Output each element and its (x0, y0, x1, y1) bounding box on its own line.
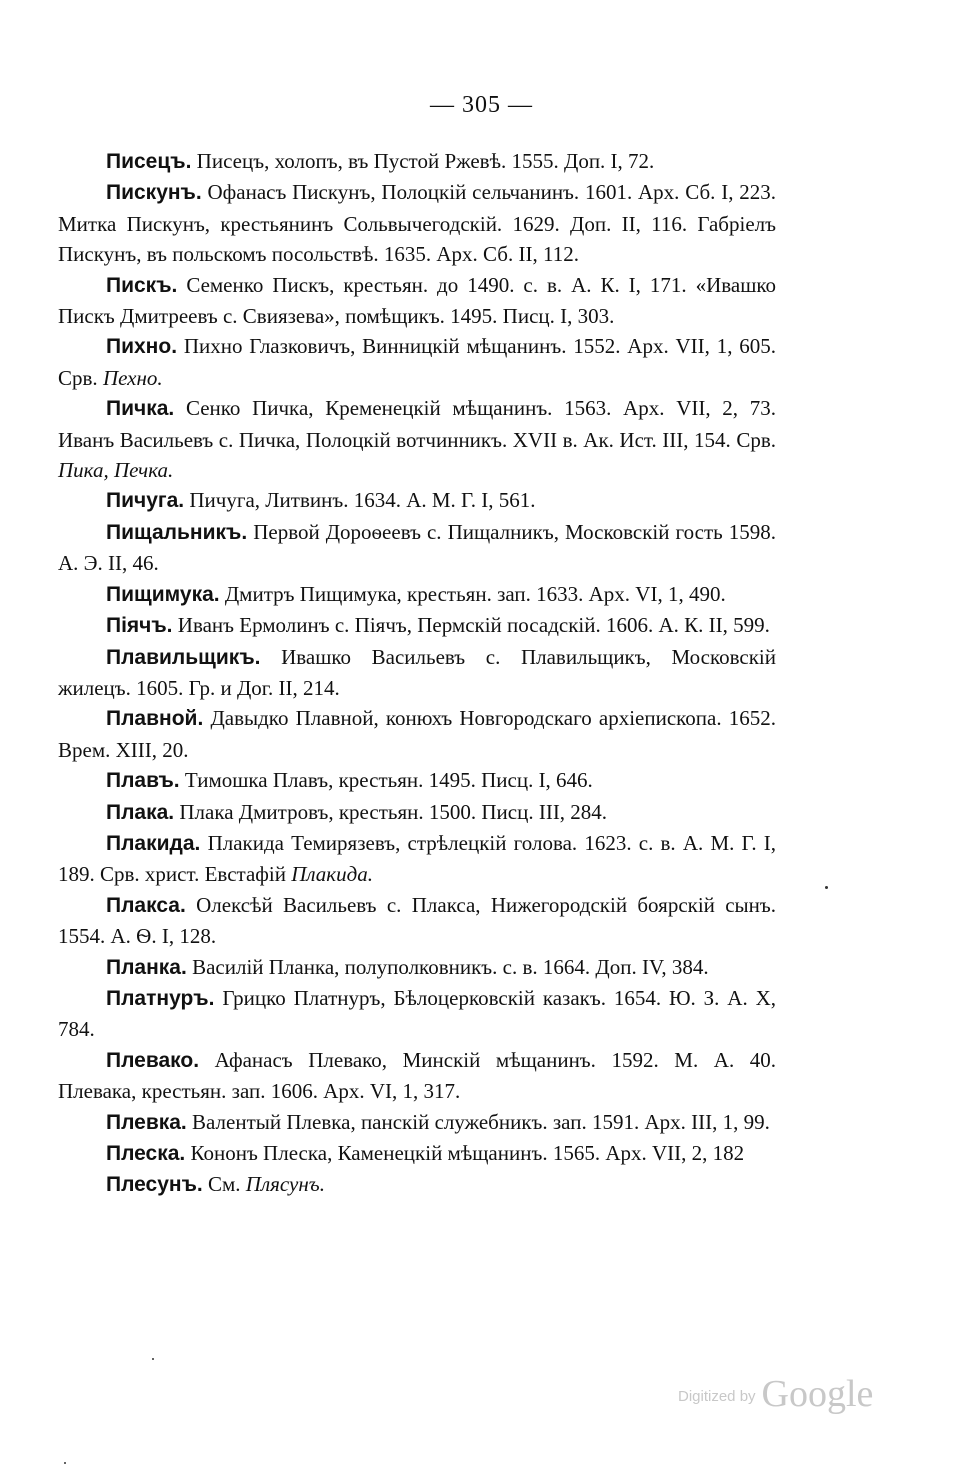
dictionary-entry (58, 485, 776, 516)
dictionary-entry (58, 1169, 776, 1200)
entry-headword: Пищальникъ. (106, 520, 248, 544)
entry-cross-reference: Пика, Печка. (58, 458, 174, 483)
entry-headword: Плакида. (106, 831, 201, 855)
page-number: — 305 — (430, 92, 533, 118)
entry-text: Писецъ, холопъ, въ Пустой Ржевѣ. 1555. Доп. I, 72. (196, 149, 655, 173)
entry-headword: Планка. (106, 955, 187, 979)
dictionary-entries (58, 146, 776, 1201)
entry-text: Пичуга, Литвинъ. 1634. А. М. Г. I, 561. (189, 488, 536, 513)
dictionary-entry (58, 890, 776, 952)
entry-text: Иванъ Ермолинъ с. Піячъ, Пермскій посадскій. 1606. А. К. II, 599. (177, 613, 770, 638)
dictionary-entry (58, 331, 776, 393)
entry-headword: Плевка. (106, 1110, 187, 1134)
entry-text: Плака Дмитровъ, крестьян. 1500. Писц. III, 284. (179, 799, 608, 824)
entry-text: Пихно Глазковичъ, Винницкій мѣщанинъ. 1552. Арх. VII, 1, 605. Срв. (58, 334, 776, 390)
entry-headword: Плакса. (106, 893, 186, 917)
entry-headword: Плавъ. (106, 769, 180, 793)
entry-text: Дмитръ Пищимука, крестьян. зап. 1633. Арх. VI, 1, 490. (224, 581, 726, 606)
dictionary-entry (58, 797, 776, 828)
google-logo: Google (761, 1373, 874, 1415)
entry-headword: Плавной. (106, 707, 204, 731)
entry-text: Семенко Пискъ, крестьян. до 1490. с. в. А. К. I, 171. «Ивашко Пискъ Дмитреевъ с. Свиязева», помѣщикъ. 1495. Писц. I, 303. (58, 272, 776, 329)
dictionary-entry (58, 952, 776, 983)
dictionary-entry (58, 1138, 776, 1169)
entry-text: Первой Дороѳеевъ с. Пищалникъ, Московскій гость 1598. А. Э. II, 46. (58, 519, 777, 576)
entry-text: Валентый Плевка, панскій служебникъ. зап. 1591. Арх. III, 1, 99. (192, 1109, 770, 1134)
entry-headword: Пихно. (106, 335, 178, 359)
entry-text: Грицко Платнуръ, Бѣлоцерковскій казакъ. 1654. Ю. З. А. X, 784. (58, 985, 776, 1042)
dictionary-entry (58, 983, 776, 1045)
entry-text: Кононъ Плеска, Каменецкій мѣщанинъ. 1565. Арх. VII, 2, 182 (190, 1141, 745, 1165)
dictionary-entry (58, 1107, 776, 1138)
entry-headword: Плеска. (106, 1142, 186, 1165)
entry-headword: Пищимука. (106, 582, 220, 606)
dictionary-entry (58, 642, 776, 704)
entry-cross-reference: Плакида. (291, 862, 373, 887)
dictionary-entry (58, 765, 776, 796)
entry-headword: Плевако. (106, 1048, 200, 1072)
entry-headword: Пичка. (106, 397, 175, 421)
entry-text: Плакида Темирязевъ, стрѣлецкій голова. 1623. с. в. А. М. Г. I, 189. Срв. христ. Евстафій (58, 830, 776, 887)
dictionary-entry (58, 517, 776, 579)
dictionary-entry (58, 828, 776, 890)
dictionary-entry (58, 1045, 776, 1107)
entry-cross-reference: Плясунъ. (245, 1172, 325, 1197)
dictionary-entry (58, 177, 776, 269)
dictionary-entry (58, 146, 776, 177)
scan-speck (64, 1462, 66, 1464)
entry-text: Василій Планка, полуполковникъ. с. в. 1664. Доп. IV, 384. (192, 954, 709, 979)
entry-headword: Пискунъ. (106, 181, 202, 205)
entry-headword: Піячъ. (106, 614, 173, 638)
entry-text: Офанасъ Пискунъ, Полоцкій сельчанинъ. 1601. Арх. Сб. I, 223. Митка Пискунъ, крестьянинъ Сольвычегодскій. 1629. Доп. II, 116. Габріелъ Пискунъ, въ польскомъ посольствѣ. 1635. Арх. Сб. II, 112. (58, 180, 777, 267)
entry-headword: Писецъ. (106, 150, 192, 173)
digitized-by-google-watermark (678, 1372, 873, 1416)
entry-cross-reference: Пехно. (102, 365, 163, 390)
watermark-caption: Digitized by (678, 1388, 756, 1405)
dictionary-entry (58, 270, 776, 332)
entry-text: Афанасъ Плевако, Минскій мѣщанинъ. 1592. М. А. 40. Плевака, крестьян. зап. 1606. Арх. VI, 1, 317. (58, 1047, 777, 1104)
dictionary-entry (58, 703, 776, 765)
entry-text: Тимошка Плавъ, крестьян. 1495. Писц. I, 646. (184, 768, 593, 793)
entry-text: Олексѣй Васильевъ с. Плакса, Нижегородскій боярскій сынъ. 1554. А. Ѳ. I, 128. (58, 892, 776, 949)
entry-headword: Плака. (106, 800, 175, 824)
entry-text: См. (208, 1172, 241, 1197)
dictionary-entry (58, 579, 776, 610)
entry-headword: Пичуга. (106, 489, 185, 513)
entry-text: Сенко Пичка, Кременецкій мѣщанинъ. 1563. Арх. VII, 2, 73. Иванъ Васильевъ с. Пичка, Полоцкій вотчинникъ. XVII в. Ак. Ист. III, 154. Срв. (58, 396, 776, 452)
scan-speck (825, 886, 828, 889)
dictionary-entry (58, 610, 776, 641)
dictionary-entry (58, 393, 776, 485)
scan-speck (152, 1358, 154, 1360)
entry-headword: Плавильщикъ. (106, 645, 261, 669)
entry-headword: Платнуръ. (106, 986, 215, 1010)
entry-text: Ивашко Васильевъ с. Плавильщикъ, Московскій жилецъ. 1605. Гр. и Дог. II, 214. (58, 644, 777, 700)
entry-text: Давыдко Плавной, конюхъ Новгородскаго архіепископа. 1652. Врем. XIII, 20. (58, 706, 776, 762)
entry-headword: Плесунъ. (106, 1173, 203, 1197)
entry-headword: Пискъ. (106, 273, 178, 297)
